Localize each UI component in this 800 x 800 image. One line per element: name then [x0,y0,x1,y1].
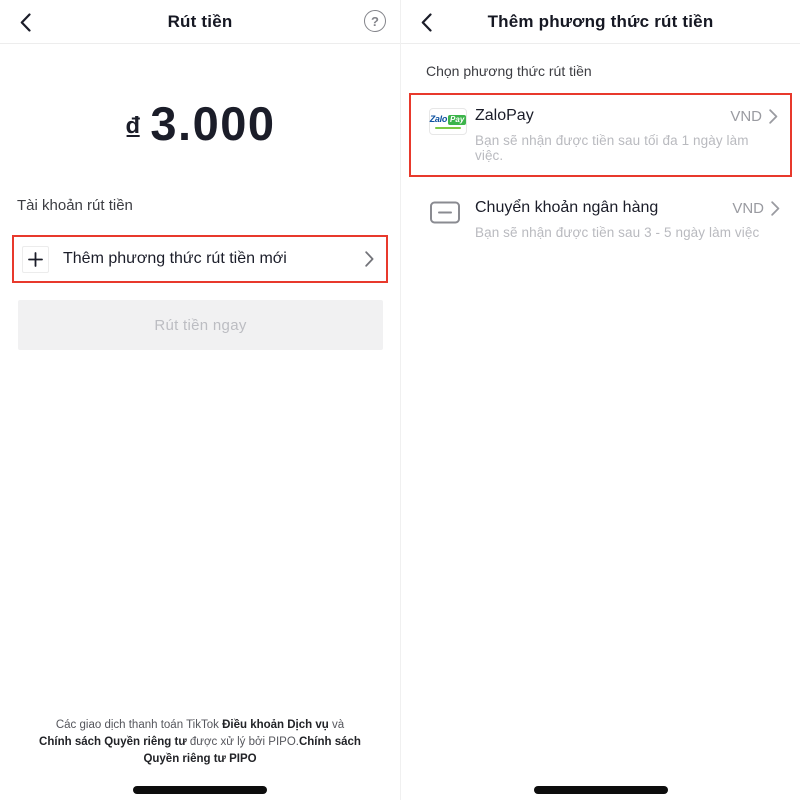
withdraw-amount [0,96,400,151]
chevron-right-icon [769,109,778,124]
legal-text: Các giao dịch thanh toán TikTok [55,719,223,731]
add-method-screen [400,0,800,800]
add-method-header [401,0,800,44]
chevron-left-icon [20,13,31,32]
account-section-label: Tài khoản rút tiền [17,197,133,214]
choose-method-label: Chọn phương thức rút tiền [426,63,592,79]
home-indicator-bar [534,786,668,794]
withdraw-header [0,0,400,44]
page-title: Rút tiền [167,11,233,31]
add-withdraw-method-row[interactable] [12,235,388,283]
method-currency: VND [730,107,762,125]
legal-footer [28,717,372,768]
legal-text: và [328,719,345,731]
method-currency: VND [732,199,764,217]
legal-link[interactable]: Chính sách [298,736,361,748]
home-indicator-bar [133,786,267,794]
back-button[interactable] [12,9,38,35]
add-method-label: Thêm phương thức rút tiền mới [63,250,287,267]
method-description: Bạn sẽ nhận được tiền sau tối đa 1 ngày làm việc. [475,133,749,163]
chevron-right-icon [365,251,374,267]
zalopay-logo-icon [429,108,475,135]
zalopay-logo-tagline [435,127,461,129]
legal-link[interactable]: Chính sách Quyền riêng tư [39,736,187,748]
bank-card-icon [429,200,475,225]
withdraw-now-button[interactable]: Rút tiền ngay [18,300,383,350]
back-button[interactable] [413,9,439,35]
zalopay-logo-zalo: Zalo [429,114,448,124]
help-icon[interactable]: ? [364,10,386,32]
method-row-bank-transfer[interactable] [409,187,792,252]
legal-link[interactable]: Điều khoản Dịch vụ [222,719,329,731]
method-row-zalopay[interactable] [409,93,792,177]
page-title: Thêm phương thức rút tiền [487,11,714,31]
plus-icon [22,246,49,273]
amount-value: 3.000 [150,97,276,150]
legal-link[interactable]: Quyền riêng tư PIPO [143,753,257,765]
currency-symbol: ₫ [124,110,142,147]
method-name: Chuyển khoản ngân hàng [475,199,659,216]
method-description: Bạn sẽ nhận được tiền sau 3 - 5 ngày làm việc [475,225,760,240]
legal-text: được xử lý bởi PIPO. [186,736,299,748]
chevron-right-icon [771,201,780,216]
zalopay-logo-pay: Pay [450,114,465,124]
method-name: ZaloPay [475,107,534,124]
chevron-left-icon [421,13,432,32]
